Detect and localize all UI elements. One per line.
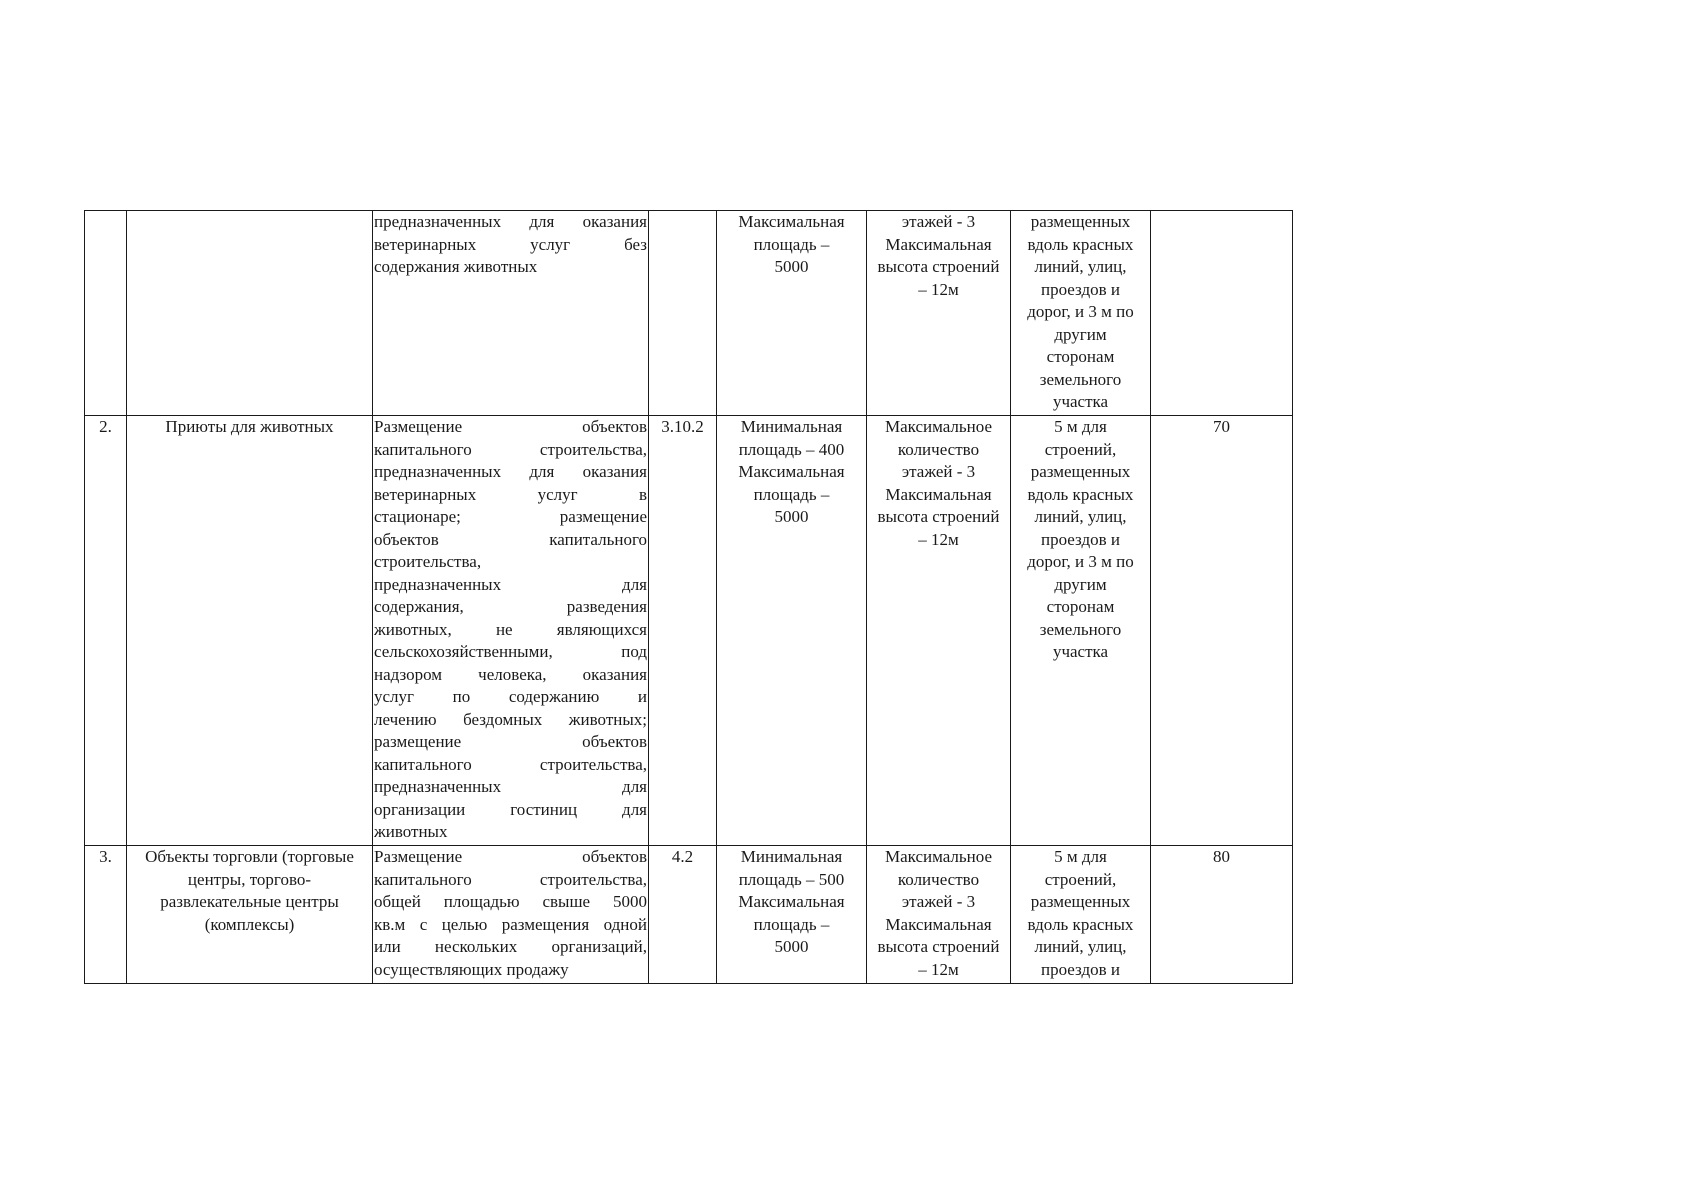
- cell-text-line: размещение объектов: [374, 732, 647, 751]
- cell-text-line: земельного: [1039, 619, 1122, 639]
- cell-text-line: надзором человека, оказания: [374, 664, 647, 684]
- cell-text-line: площадь –: [753, 484, 830, 504]
- cell-text-line: этажей - 3: [901, 212, 976, 231]
- cell-text: 3.: [99, 847, 112, 866]
- plot-area-cell: [717, 211, 867, 416]
- cell-text-line: размещенных: [1030, 892, 1131, 911]
- cell-text-line: содержания, разведения: [374, 597, 647, 616]
- cell-text-line: – 12м: [918, 279, 959, 299]
- cell-text-line: общей площадью свыше 5000: [374, 892, 647, 911]
- plot-area-cell: [717, 416, 867, 846]
- cell-text-line: Максимальная: [738, 462, 845, 481]
- cell-text-line: развлекательные центры: [160, 892, 339, 911]
- classifier-code-cell: [649, 416, 717, 846]
- cell-text-line: предназначенных для оказания: [374, 212, 647, 231]
- row-number-cell: [85, 211, 127, 416]
- cell-text-line: вдоль красных: [1027, 914, 1134, 934]
- cell-text-line: организации гостиниц для: [374, 799, 647, 819]
- table-row: [85, 416, 1293, 846]
- cell-text-line: этажей - 3: [901, 892, 976, 911]
- use-type-name-cell: [127, 846, 373, 984]
- land-use-regulations-table: [84, 210, 1293, 984]
- coverage-percent-cell: [1151, 846, 1293, 984]
- row-number-cell: [85, 416, 127, 846]
- cell-text-line: вдоль красных: [1027, 234, 1134, 254]
- cell-text-line: 5000: [774, 257, 809, 276]
- cell-text-line: (комплексы): [204, 914, 295, 934]
- table-row: [85, 846, 1293, 984]
- cell-text-line: содержания животных: [374, 257, 538, 276]
- cell-text-line: размещенных: [1030, 462, 1131, 481]
- cell-text-line: количество: [897, 439, 980, 459]
- cell-text-line: дорог, и 3 м по: [1027, 302, 1134, 321]
- cell-text-line: Максимальное: [884, 847, 993, 866]
- cell-text-line: предназначенных для оказания: [374, 462, 647, 481]
- cell-text-line: Размещение объектов: [374, 417, 647, 436]
- row-number-cell: [85, 846, 127, 984]
- cell-text-line: площадь –: [753, 234, 830, 254]
- cell-text-line: участка: [1052, 642, 1109, 661]
- cell-text-line: проездов и: [1041, 529, 1120, 549]
- cell-text: 4.2: [671, 847, 694, 866]
- cell-text-line: 5000: [774, 507, 809, 526]
- cell-text-line: Размещение объектов: [374, 847, 647, 866]
- cell-text-line: размещенных: [1030, 212, 1131, 231]
- plot-area-cell: [717, 846, 867, 984]
- cell-text-line: услуг по содержанию и: [374, 687, 647, 706]
- cell-text-line: – 12м: [918, 529, 959, 549]
- cell-text-line: или нескольких организаций,: [374, 937, 647, 956]
- table-row: [85, 211, 1293, 416]
- cell-text: 2.: [99, 417, 112, 436]
- cell-text-line: Минимальная: [740, 847, 843, 866]
- cell-text-line: проездов и: [1041, 279, 1120, 299]
- cell-text-line: линий, улиц,: [1034, 937, 1127, 956]
- cell-text-line: линий, улиц,: [1034, 507, 1127, 526]
- floors-height-cell: [867, 846, 1011, 984]
- cell-text-line: Максимальное: [884, 417, 993, 436]
- cell-text-line: предназначенных для: [374, 777, 647, 796]
- use-type-name-cell: [127, 416, 373, 846]
- cell-text-line: Максимальная: [738, 212, 845, 231]
- coverage-percent-cell: [1151, 416, 1293, 846]
- setback-cell: [1011, 211, 1151, 416]
- cell-text-line: другим: [1054, 574, 1107, 594]
- cell-text-line: сторонам: [1046, 597, 1115, 616]
- cell-text-line: количество: [897, 869, 980, 889]
- cell-text-line: центры, торгово-: [187, 869, 312, 889]
- cell-text: 80: [1213, 847, 1230, 866]
- cell-text-line: строений,: [1044, 869, 1117, 889]
- cell-text-line: строительства,: [374, 552, 482, 571]
- cell-text-line: кв.м с целью размещения одной: [374, 914, 647, 934]
- cell-text-line: участка: [1052, 392, 1109, 411]
- cell-text-line: Максимальная: [885, 234, 992, 254]
- cell-text-line: капитального строительства,: [374, 754, 647, 774]
- cell-text-line: капитального строительства,: [374, 869, 647, 889]
- cell-text-line: сторонам: [1046, 347, 1115, 366]
- cell-text-line: площадь – 500: [738, 869, 845, 889]
- cell-text-line: проездов и: [1041, 959, 1120, 979]
- cell-text-line: высота строений: [877, 507, 1000, 526]
- cell-text-line: высота строений: [877, 937, 1000, 956]
- cell-text-line: строений,: [1044, 439, 1117, 459]
- cell-text-line: 5 м для: [1054, 847, 1107, 866]
- cell-text-line: дорог, и 3 м по: [1027, 552, 1134, 571]
- cell-text-line: Максимальная: [738, 892, 845, 911]
- cell-text-line: животных: [374, 822, 448, 841]
- use-type-name-cell: [127, 211, 373, 416]
- cell-text-line: Минимальная: [740, 417, 843, 436]
- cell-text-line: лечению бездомных животных;: [374, 709, 647, 729]
- cell-text-line: Максимальная: [885, 914, 992, 934]
- cell-text-line: площадь –: [753, 914, 830, 934]
- use-description-cell: [373, 416, 649, 846]
- cell-text-line: Приюты для животных: [165, 417, 334, 436]
- cell-text-line: этажей - 3: [901, 462, 976, 481]
- cell-text: 3.10.2: [661, 417, 704, 436]
- cell-text-line: земельного: [1039, 369, 1122, 389]
- cell-text-line: сельскохозяйственными, под: [374, 642, 647, 661]
- cell-text-line: площадь – 400: [738, 439, 845, 459]
- cell-text-line: животных, не являющихся: [374, 619, 647, 639]
- cell-text-line: 5 м для: [1054, 417, 1107, 436]
- cell-text-line: объектов капитального: [374, 529, 647, 549]
- cell-text-line: высота строений: [877, 257, 1000, 276]
- cell-text-line: капитального строительства,: [374, 439, 647, 459]
- cell-text-line: другим: [1054, 324, 1107, 344]
- classifier-code-cell: [649, 846, 717, 984]
- floors-height-cell: [867, 416, 1011, 846]
- cell-text-line: – 12м: [918, 959, 959, 979]
- cell-text-line: предназначенных для: [374, 574, 647, 594]
- cell-text-line: 5000: [774, 937, 809, 956]
- use-description-cell: [373, 211, 649, 416]
- cell-text-line: Объекты торговли (торговые: [145, 847, 354, 866]
- cell-text-line: линий, улиц,: [1034, 257, 1127, 276]
- cell-text-line: стационаре; размещение: [374, 507, 647, 526]
- table-body: [85, 211, 1293, 984]
- use-description-cell: [373, 846, 649, 984]
- setback-cell: [1011, 846, 1151, 984]
- cell-text: 70: [1213, 417, 1230, 436]
- cell-text-line: ветеринарных услуг без: [374, 234, 647, 254]
- cell-text-line: Максимальная: [885, 484, 992, 504]
- classifier-code-cell: [649, 211, 717, 416]
- setback-cell: [1011, 416, 1151, 846]
- cell-text-line: осуществляющих продажу: [374, 959, 569, 979]
- floors-height-cell: [867, 211, 1011, 416]
- cell-text-line: ветеринарных услуг в: [374, 484, 647, 504]
- coverage-percent-cell: [1151, 211, 1293, 416]
- cell-text-line: вдоль красных: [1027, 484, 1134, 504]
